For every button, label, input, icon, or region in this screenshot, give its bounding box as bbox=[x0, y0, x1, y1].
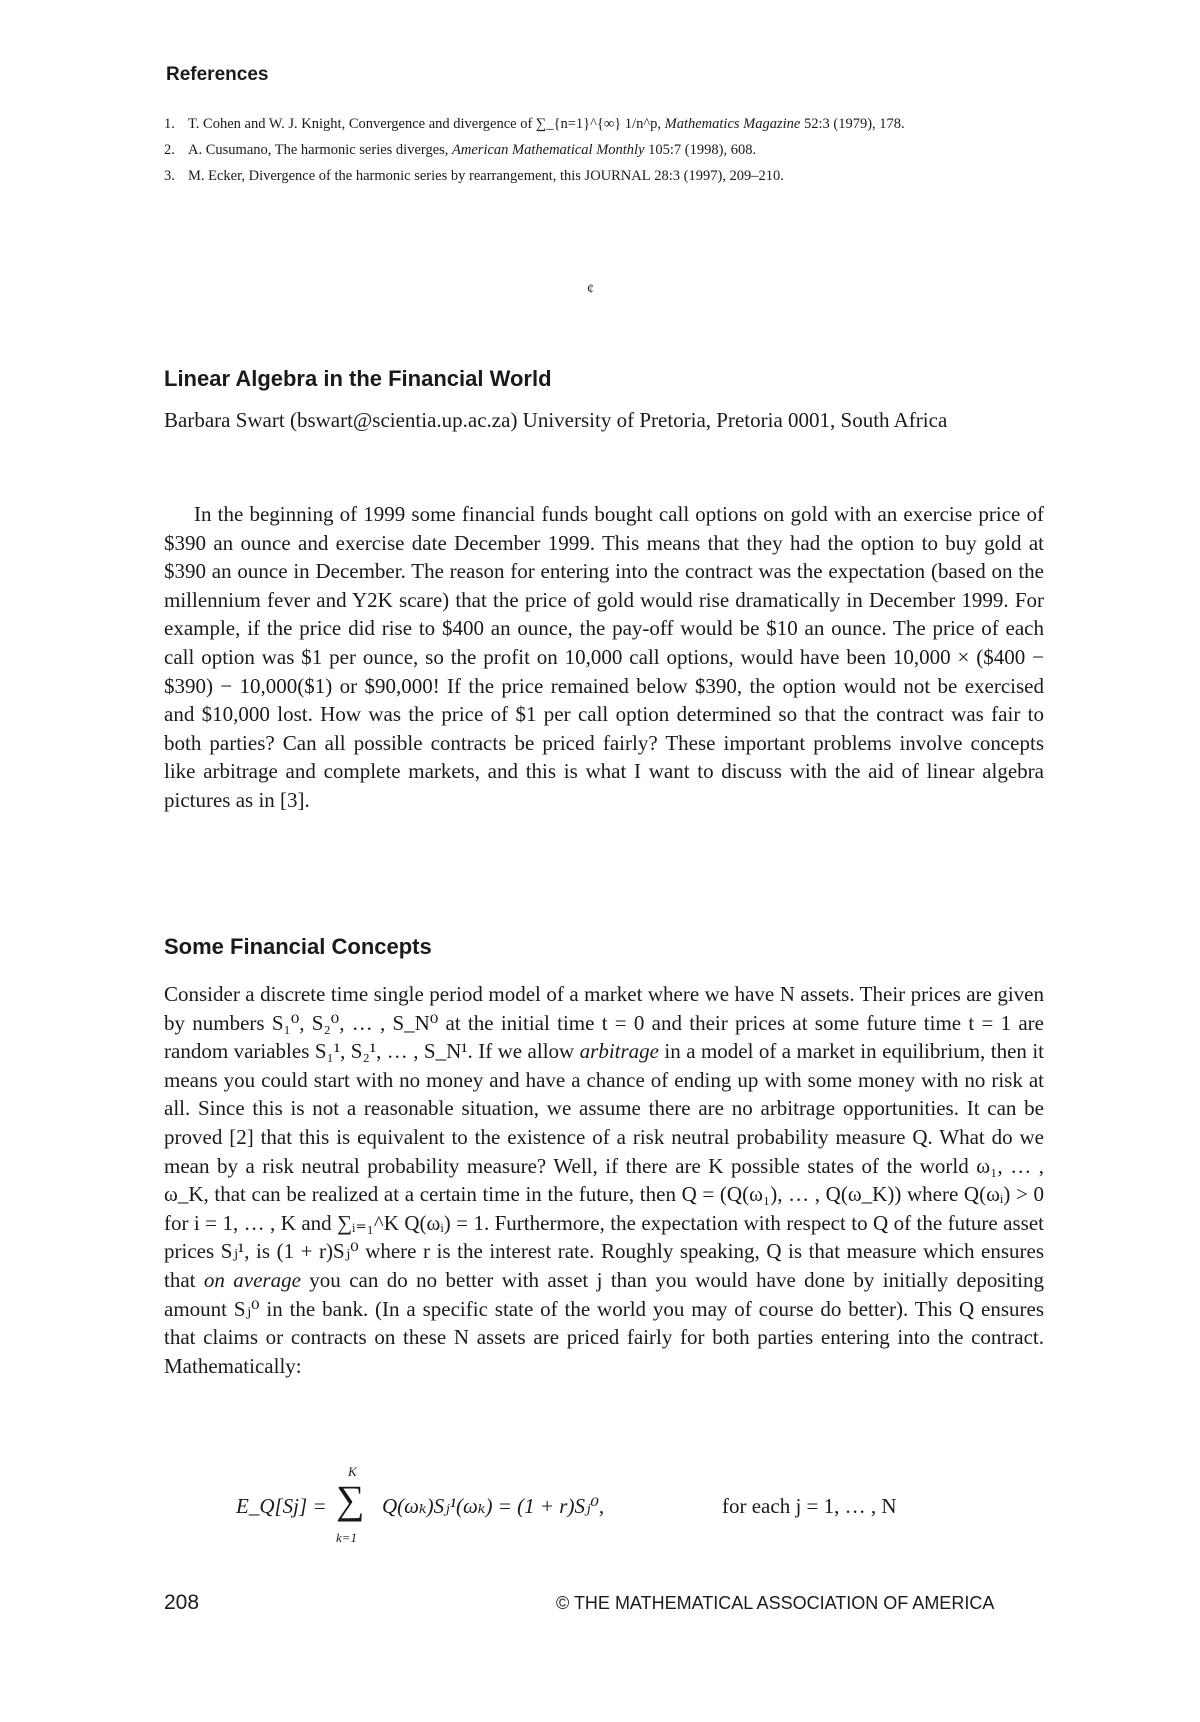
equation-lhs: E_Q[Sj] = bbox=[236, 1494, 327, 1518]
reference-tail: 52:3 (1979), 178. bbox=[800, 116, 905, 132]
reference-number: 3. bbox=[164, 168, 175, 184]
body-text-part3: you can do no better with asset j than you would have done by initially depositing amount Sⱼ⁰ in the bank. (In a specific state of the world you may of course do better). This Q ensures that claims or contracts on these N assets are priced fairly for both parties entering into the contract. Mathematically: bbox=[164, 1267, 1044, 1378]
reference-item bbox=[164, 166, 1044, 187]
reference-item bbox=[164, 140, 1044, 161]
reference-text: A. Cusumano, The harmonic series diverges, bbox=[188, 142, 453, 158]
intro-paragraph: In the beginning of 1999 some financial funds bought call options on gold with an exercise price of $390 an ounce and exercise date December 1999. This means that they had the option to buy gold at $390 an ounce in December. The reason for entering into the contract was the expectation (based on the millennium fever and Y2K scare) that the price of gold would rise dramatically in December 1999. For example, if the price did rise to $400 an ounce, the pay-off would be $10 an ounce. The price of each call option was $1 per ounce, so the profit on 10,000 call options, would have been 10,000 × ($400 − $390) − 10,000($1) or $90,000! If the price remained below $390, the option would not be exercised and $10,000 lost. How was the price of $1 per call option determined so that the contract was fair to both parties? Can all possible contracts be priced fairly? These important problems involve concepts like arbitrage and complete markets, and this is what I want to discuss with the aid of linear algebra pictures as in [3]. bbox=[164, 502, 1044, 812]
body-paragraph bbox=[164, 980, 1044, 1380]
reference-venue: American Mathematical Monthly bbox=[452, 142, 645, 158]
reference-tail: 105:7 (1998), 608. bbox=[644, 142, 757, 158]
equation-condition: for each j = 1, … , N bbox=[722, 1494, 897, 1518]
footer-copyright: © THE MATHEMATICAL ASSOCIATION OF AMERICA bbox=[556, 1593, 995, 1613]
references-list bbox=[164, 114, 1044, 192]
section-heading: Some Financial Concepts bbox=[164, 934, 432, 959]
section-ornament: ¢ bbox=[587, 282, 594, 297]
reference-venue: JOURNAL bbox=[584, 168, 651, 184]
display-equation bbox=[236, 1464, 976, 1550]
equation-sum-lower: k=1 bbox=[336, 1530, 358, 1545]
reference-item bbox=[164, 114, 1044, 135]
references-heading: References bbox=[166, 64, 269, 85]
reference-text: M. Ecker, Divergence of the harmonic series by rearrangement, this bbox=[188, 168, 585, 184]
reference-number: 1. bbox=[164, 116, 175, 132]
reference-venue: Mathematics Magazine bbox=[664, 116, 801, 132]
reference-tail: 28:3 (1997), 209–210. bbox=[650, 168, 784, 184]
reference-text: T. Cohen and W. J. Knight, Convergence and divergence of ∑_{n=1}^{∞} 1/n^p, bbox=[188, 116, 665, 132]
reference-number: 2. bbox=[164, 142, 175, 158]
body-text-part1: Consider a discrete time single period model of a market where we have N assets. Their prices are given by numbers S₁⁰, S₂⁰, … , S_N⁰ at the initial time t = 0 and their prices at some future time t = 1 are random variables S₁¹, S₂¹, … , S_N¹. If we allow bbox=[164, 982, 1044, 1064]
body-text-part2: in a model of a market in equilibrium, then it means you could start with no money and have a chance of ending up with some money with no risk at all. Since this is not a reasonable situation, we assume there are no arbitrage opportunities. It can be proved [2] that this is equivalent to the existence of a risk neutral probability measure Q. What do we mean by a risk neutral probability measure? Well, if there are K possible states of the world ω₁, … , ω_K, that can be realized at a certain time in the future, then Q = (Q(ω₁), … , Q(ω_K)) where Q(ωᵢ) > 0 for i = 1, … , K and ∑ᵢ₌₁^K Q(ωᵢ) = 1. Furthermore, the expectation with respect to Q of the future asset prices Sⱼ¹, is (1 + r)Sⱼ⁰ where r is the interest rate. Roughly speaking, Q is that measure which ensures that bbox=[164, 1039, 1044, 1292]
page-number: 208 bbox=[164, 1591, 200, 1614]
equation-sum-symbol: ∑ bbox=[336, 1477, 365, 1522]
article-title: Linear Algebra in the Financial World bbox=[164, 366, 552, 391]
author-line: Barbara Swart (bswart@scientia.up.ac.za) University of Pretoria, Pretoria 0001, South Africa bbox=[164, 408, 948, 432]
equation-sum-upper: K bbox=[348, 1464, 357, 1479]
equation-rhs: Q(ωₖ)Sⱼ¹(ωₖ) = (1 + r)Sⱼ⁰, bbox=[382, 1494, 605, 1518]
emphasis-arbitrage: arbitrage bbox=[579, 1039, 659, 1064]
emphasis-on-average: on average bbox=[203, 1267, 301, 1292]
